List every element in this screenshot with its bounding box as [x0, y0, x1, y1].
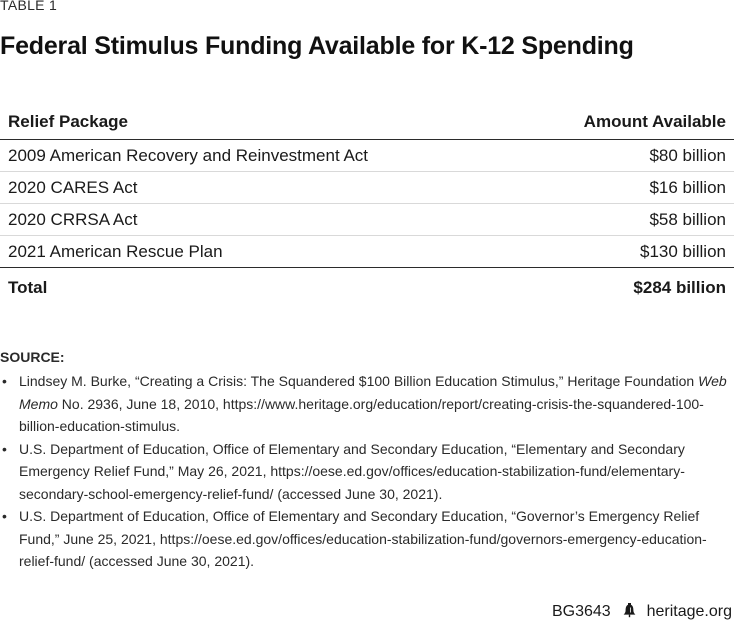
table-kicker: TABLE 1 [0, 0, 58, 13]
table-row [0, 236, 734, 268]
row-package: 2021 American Rescue Plan [0, 236, 517, 268]
liberty-bell-icon [623, 603, 636, 624]
source-item [0, 505, 734, 573]
funding-table [0, 104, 734, 308]
row-amount: $80 billion [517, 140, 734, 172]
header-relief-package: Relief Package [0, 104, 517, 140]
bullet-glyph: • [2, 508, 7, 524]
row-amount: $58 billion [517, 204, 734, 236]
bullet-glyph: • [2, 373, 7, 389]
row-package: 2009 American Recovery and Reinvestment Act [0, 140, 517, 172]
site-name[interactable]: heritage.org [646, 603, 732, 620]
table-total-row [0, 268, 734, 309]
bullet-glyph: • [2, 440, 7, 457]
source-text: U.S. Department of Education, Office of Elementary and Secondary Education, “Elementary and Secondary Emergency Relief Fund,” May 26, 2021, https://oese.ed.gov/offices/education-stabilization-fund/elementary-secondary-school-emergency-relief-fund/ (accessed June 30, 2021). [19, 440, 685, 502]
table-row [0, 204, 734, 236]
source-item [0, 438, 734, 506]
total-amount: $284 billion [633, 278, 726, 297]
source-item [0, 370, 734, 438]
source-text: No. 2936, June 18, 2010, https://www.heritage.org/education/report/creating-crisis-the-squandered-100-billion-education-stimulus. [19, 395, 704, 434]
header-amount-available: Amount Available [517, 104, 734, 140]
row-amount: $16 billion [517, 172, 734, 204]
source-list [0, 370, 734, 573]
row-amount: $130 billion [517, 236, 734, 268]
source-label: SOURCE: [0, 349, 65, 365]
row-package: 2020 CARES Act [0, 172, 517, 204]
footer [552, 602, 732, 624]
source-section [0, 348, 734, 573]
row-package: 2020 CRRSA Act [0, 204, 517, 236]
page-title: Federal Stimulus Funding Available for K-12 Spending [0, 32, 634, 60]
table-row [0, 172, 734, 204]
source-publication: Web Memo [19, 373, 727, 412]
report-code: BG3643 [551, 603, 611, 620]
source-text: Lindsey M. Burke, “Creating a Crisis: The Squandered $100 Billion Education Stimulus,” Heritage Foundation [19, 373, 699, 389]
table-row [0, 140, 734, 172]
total-label: Total [8, 278, 48, 297]
table-header-row [0, 104, 734, 140]
source-text: U.S. Department of Education, Office of Elementary and Secondary Education, “Governor’s Emergency Relief Fund,” June 25, 2021, https://oese.ed.gov/offices/education-stabilization-fund/governors-emergency-education-relief-fund/ (accessed June 30, 2021). [19, 508, 707, 569]
